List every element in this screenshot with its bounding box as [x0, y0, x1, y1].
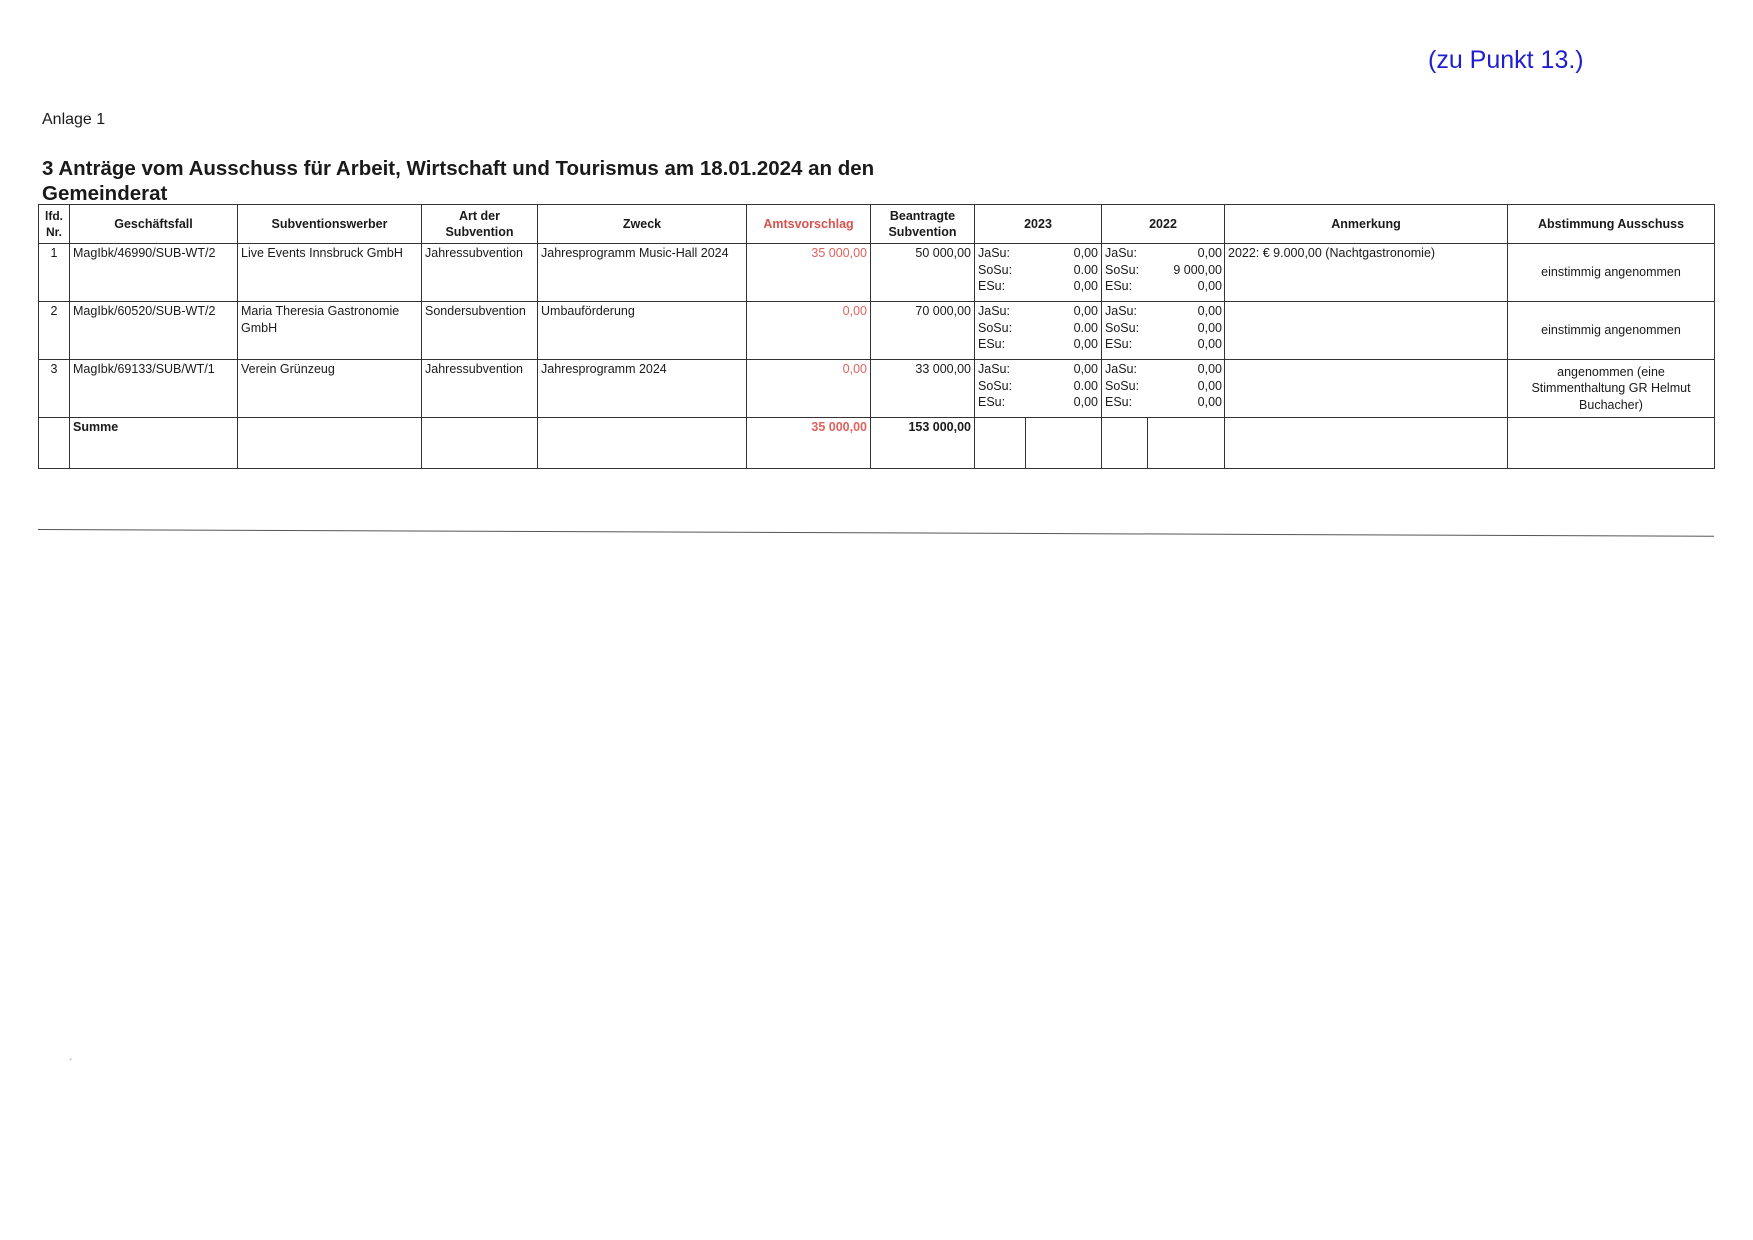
- row-zweck: Jahresprogramm Music-Hall 2024: [538, 244, 747, 302]
- sum-nr-cell: [39, 418, 70, 469]
- row-abstimmung: einstimmig angenommen: [1508, 244, 1715, 302]
- row-beantragte: 70 000,00: [871, 302, 975, 360]
- row-anmerkung: [1225, 302, 1508, 360]
- table-row: [39, 360, 1715, 418]
- row-amtsvorschlag: 35 000,00: [747, 244, 871, 302]
- horizontal-divider: [38, 529, 1714, 537]
- row-amtsvorschlag: 0,00: [747, 360, 871, 418]
- row-2022-labels: JaSu: SoSu: ESu:: [1102, 360, 1148, 418]
- row-subventionswerber: Verein Grünzeug: [238, 360, 422, 418]
- scan-speck: `: [69, 1058, 73, 1069]
- header-geschaeftsfall: Geschäftsfall: [70, 205, 238, 244]
- row-nr: 3: [39, 360, 70, 418]
- row-nr: 1: [39, 244, 70, 302]
- table-header-row: [39, 205, 1715, 244]
- header-art: Art der Subvention: [422, 205, 538, 244]
- row-2022-values: 0,00 0,00 0,00: [1148, 302, 1225, 360]
- row-abstimmung: einstimmig angenommen: [1508, 302, 1715, 360]
- agenda-reference: (zu Punkt 13.): [1428, 46, 1584, 74]
- row-geschaeftsfall: MagIbk/46990/SUB-WT/2: [70, 244, 238, 302]
- row-subventionswerber: Maria Theresia Gastronomie GmbH: [238, 302, 422, 360]
- row-2023-labels: JaSu: SoSu: ESu:: [975, 244, 1026, 302]
- row-subventionswerber: Live Events Innsbruck GmbH: [238, 244, 422, 302]
- header-subventionswerber: Subventionswerber: [238, 205, 422, 244]
- row-2022-labels: JaSu: SoSu: ESu:: [1102, 244, 1148, 302]
- row-beantragte: 50 000,00: [871, 244, 975, 302]
- row-2022-values: 0,00 9 000,00 0,00: [1148, 244, 1225, 302]
- header-beantragte: Beantragte Subvention: [871, 205, 975, 244]
- sum-empty-cell: [538, 418, 747, 469]
- annex-label: Anlage 1: [42, 111, 106, 128]
- row-art: Sondersubvention: [422, 302, 538, 360]
- header-nr: lfd. Nr.: [39, 205, 70, 244]
- header-abstimmung: Abstimmung Ausschuss: [1508, 205, 1715, 244]
- row-2023-values: 0,00 0.00 0,00: [1026, 360, 1102, 418]
- row-zweck: Jahresprogramm 2024: [538, 360, 747, 418]
- sum-empty-cell: [422, 418, 538, 469]
- row-beantragte: 33 000,00: [871, 360, 975, 418]
- sum-empty-cell: [975, 418, 1026, 469]
- sum-label: Summe: [70, 418, 238, 469]
- row-geschaeftsfall: MagIbk/69133/SUB/WT/1: [70, 360, 238, 418]
- row-2023-labels: JaSu: SoSu: ESu:: [975, 360, 1026, 418]
- row-2022-labels: JaSu: SoSu: ESu:: [1102, 302, 1148, 360]
- sum-beantragte: 153 000,00: [871, 418, 975, 469]
- row-art: Jahressubvention: [422, 360, 538, 418]
- header-anmerkung: Anmerkung: [1225, 205, 1508, 244]
- sum-empty-cell: [1026, 418, 1102, 469]
- sum-empty-cell: [1102, 418, 1148, 469]
- sum-row: [39, 418, 1715, 469]
- page-title: 3 Anträge vom Ausschuss für Arbeit, Wirtschaft und Tourismus am 18.01.2024 an den Gemeinderat: [42, 157, 875, 205]
- row-2023-labels: JaSu: SoSu: ESu:: [975, 302, 1026, 360]
- row-nr: 2: [39, 302, 70, 360]
- row-zweck: Umbauförderung: [538, 302, 747, 360]
- sum-empty-cell: [238, 418, 422, 469]
- row-amtsvorschlag: 0,00: [747, 302, 871, 360]
- header-2023: 2023: [975, 205, 1102, 244]
- table-row: [39, 302, 1715, 360]
- row-art: Jahressubvention: [422, 244, 538, 302]
- row-2023-values: 0,00 0.00 0,00: [1026, 244, 1102, 302]
- header-amtsvorschlag: Amtsvorschlag: [747, 205, 871, 244]
- row-2022-values: 0,00 0,00 0,00: [1148, 360, 1225, 418]
- sum-empty-cell: [1508, 418, 1715, 469]
- row-anmerkung: 2022: € 9.000,00 (Nachtgastronomie): [1225, 244, 1508, 302]
- sum-amtsvorschlag: 35 000,00: [747, 418, 871, 469]
- row-anmerkung: [1225, 360, 1508, 418]
- row-2023-values: 0,00 0.00 0,00: [1026, 302, 1102, 360]
- sum-empty-cell: [1225, 418, 1508, 469]
- subsidy-table: [38, 204, 1715, 469]
- row-geschaeftsfall: MagIbk/60520/SUB-WT/2: [70, 302, 238, 360]
- sum-empty-cell: [1148, 418, 1225, 469]
- table-row: [39, 244, 1715, 302]
- row-abstimmung: angenommen (eine Stimmenthaltung GR Helmut Buchacher): [1508, 360, 1715, 418]
- header-2022: 2022: [1102, 205, 1225, 244]
- header-zweck: Zweck: [538, 205, 747, 244]
